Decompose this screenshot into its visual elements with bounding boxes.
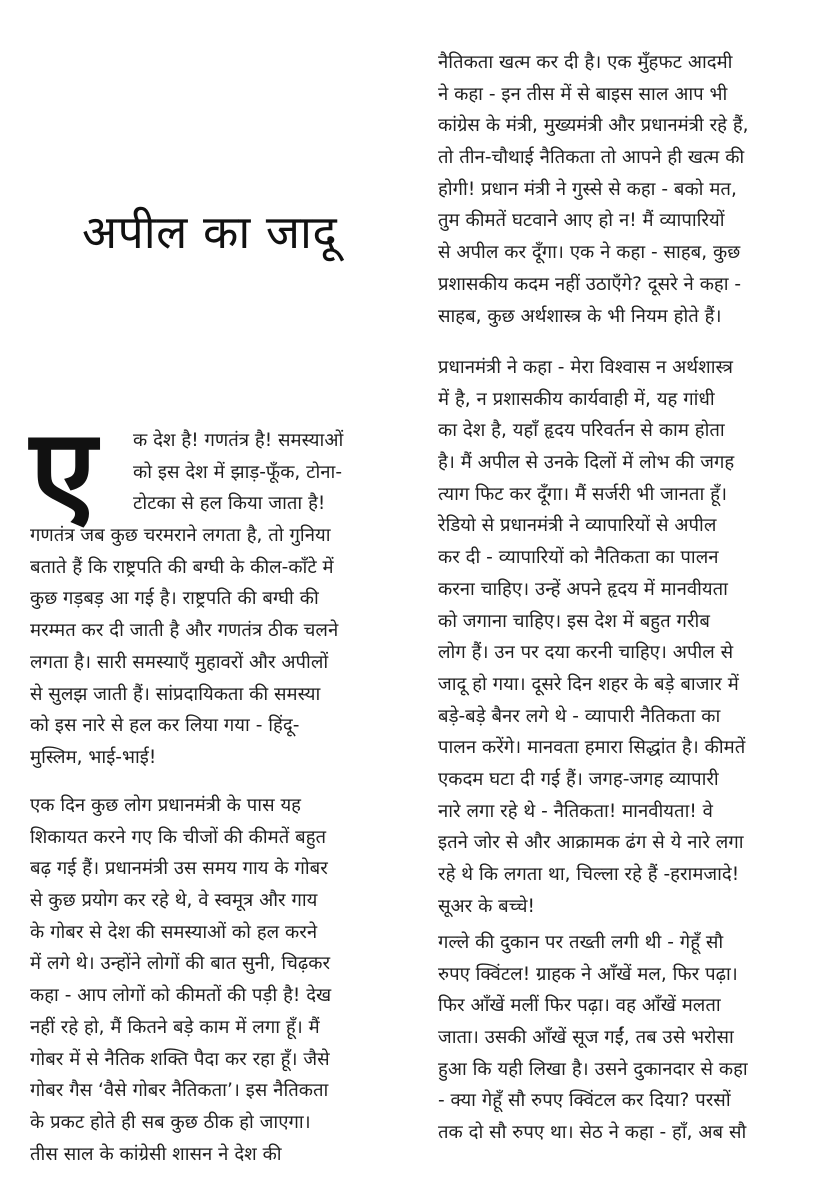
article-title: अपील का जादू [82, 205, 338, 259]
text-line: से अपील कर दूँगा। एक ने कहा - साहब, कुछ [438, 242, 741, 264]
text-line: एक दिन कुछ लोग प्रधानमंत्री के पास यह [30, 795, 302, 816]
text-line: त्याग फिट कर दूँगा। मैं सर्जरी भी जानता हूँ। [438, 483, 727, 505]
text-line: तो तीन-चौथाई नैतिकता तो आपने ही खत्म की [438, 147, 745, 169]
text-line: नारे लगा रहे थे - नैतिकता! मानवीयता! वे [438, 800, 713, 822]
text-line: हुआ कि यही लिखा है। उसने दुकानदार से कहा [438, 1058, 748, 1080]
text-line: सूअर के बच्चे! [438, 895, 535, 917]
text-line: तुम कीमतें घटवाने आए हो न! मैं व्यापारियों [438, 210, 725, 232]
text-line: बढ़ गई हैं। प्रधानमंत्री उस समय गाय के गोबर [30, 858, 328, 880]
text-line: प्रशासकीय कदम नहीं उठाएँगे? दूसरे ने कहा - [438, 273, 742, 295]
text-line: तीस साल के कांग्रेसी शासन ने देश की [30, 1143, 282, 1165]
text-line: लगता है। सारी समस्याएँ मुहावरों और अपीलों [30, 651, 329, 673]
text-line: मुस्लिम, भाई-भाई! [30, 746, 157, 768]
text-line: से कुछ प्रयोग कर रहे थे, वे स्वमूत्र और गाय [30, 890, 318, 912]
text-line: इतने जोर से और आक्रामक ढंग से ये नारे लगा [438, 832, 744, 854]
text-line: कांग्रेस के मंत्री, मुख्यमंत्री और प्रधानमंत्री रहे हैं, [438, 115, 749, 137]
drop-cap: ए [30, 402, 97, 543]
text-line: लोग हैं। उन पर दया करनी चाहिए। अपील से [438, 642, 734, 664]
text-line: फिर आँखें मलीं फिर पढ़ा। वह आँखें मलता [438, 995, 721, 1017]
text-line: कुछ गड़बड़ आ गई है। राष्ट्रपति की बग्घी की [30, 588, 319, 610]
text-line: रेडियो से प्रधानमंत्री ने व्यापारियों से अपील [438, 515, 717, 537]
text-line: रहे थे कि लगता था, चिल्ला रहे हैं -हरामजादे! [438, 864, 740, 885]
right-paragraph-3 [438, 927, 808, 1149]
text-line: गल्ले की दुकान पर तख्ती लगी थी - गेहूँ सौ [438, 932, 724, 953]
text-line: साहब, कुछ अर्थशास्त्र के भी नियम होते हैं। [438, 305, 722, 327]
text-line: गोबर में से नैतिक शक्ति पैदा कर रहा हूँ। जैसे [30, 1048, 330, 1070]
text-line: में लगे थे। उन्होंने लोगों की बात सुनी, चिढ़कर [30, 953, 331, 975]
text-line: कहा - आप लोगों को कीमतों की पड़ी है! देख [30, 985, 332, 1007]
text-line: रुपए क्विंटल! ग्राहक ने आँखें मल, फिर पढ़ा। [438, 963, 738, 985]
text-line: प्रधानमंत्री ने कहा - मेरा विश्वास न अर्थशास्त्र [438, 357, 733, 378]
text-line: से सुलझ जाती हैं। सांप्रदायिकता की समस्या [30, 683, 321, 705]
text-line: बड़े-बड़े बैनर लगे थे - व्यापारी नैतिकता का [438, 705, 721, 727]
text-line: को जगाना चाहिए। इस देश में बहुत गरीब [438, 610, 710, 632]
text-line: का देश है, यहाँ हृदय परिवर्तन से काम होता [438, 420, 725, 442]
text-line: क देश है! गणतंत्र है! समस्याओं [133, 430, 344, 451]
text-line: - क्या गेहूँ सौ रुपए क्विंटल कर दिया? परसों [438, 1090, 731, 1112]
text-line: नहीं रहे हो, मैं कितने बड़े काम में लगा हूँ। मैं [30, 1016, 320, 1038]
text-line: एकदम घटा दी गई हैं। जगह-जगह व्यापारी [438, 768, 719, 790]
text-line: ने कहा - इन तीस में से बाइस साल आप भी [438, 83, 728, 105]
left-paragraph-2 [30, 790, 390, 1170]
text-line: करना चाहिए। उन्हें अपने हृदय में मानवीयता [438, 578, 728, 600]
text-line: पालन करेंगे। मानवता हमारा सिद्धांत है। कीमतें [438, 737, 746, 759]
text-line: गोबर गैस ‘वैसे गोबर नैतिकता’। इस नैतिकता [30, 1080, 329, 1102]
text-line: में है, न प्रशासकीय कार्यवाही में, यह गांधी [438, 388, 715, 410]
text-line: को इस नारे से हल कर लिया गया - हिंदू- [30, 715, 300, 737]
left-paragraph-1 [30, 425, 390, 774]
text-line: शिकायत करने गए कि चीजों की कीमतें बहुत [30, 826, 327, 848]
text-line: तक दो सौ रुपए था। सेठ ने कहा - हाँ, अब सौ [438, 1122, 747, 1144]
text-line: नैतिकता खत्म कर दी है। एक मुँहफट आदमी [438, 52, 733, 73]
text-line: टोटका से हल किया जाता है! [133, 493, 326, 515]
text-line: के प्रकट होते ही सब कुछ ठीक हो जाएगा। [30, 1111, 311, 1133]
text-line: जादू हो गया। दूसरे दिन शहर के बड़े बाजार में [438, 673, 739, 695]
right-paragraph-2 [438, 352, 808, 922]
text-line: मरम्मत कर दी जाती है और गणतंत्र ठीक चलने [30, 620, 339, 642]
text-line: बताते हैं कि राष्ट्रपति की बग्घी के कील-काँटे में [30, 556, 334, 578]
text-line: कर दी - व्यापारियों को नैतिकता का पालन [438, 547, 719, 569]
text-line: के गोबर से देश की समस्याओं को हल करने [30, 921, 318, 943]
text-line: होगी! प्रधान मंत्री ने गुस्से से कहा - बको मत, [438, 178, 737, 200]
text-line: है। मैं अपील से उनके दिलों में लोभ की जगह [438, 452, 735, 474]
text-line: को इस देश में झाड़-फूँक, टोना- [133, 461, 343, 483]
text-line: गणतंत्र जब कुछ चरमराने लगता है, तो गुनिया [30, 525, 331, 547]
right-paragraph-1 [438, 47, 808, 332]
text-line: जाता। उसकी आँखें सूज गईं, तब उसे भरोसा [438, 1027, 734, 1049]
